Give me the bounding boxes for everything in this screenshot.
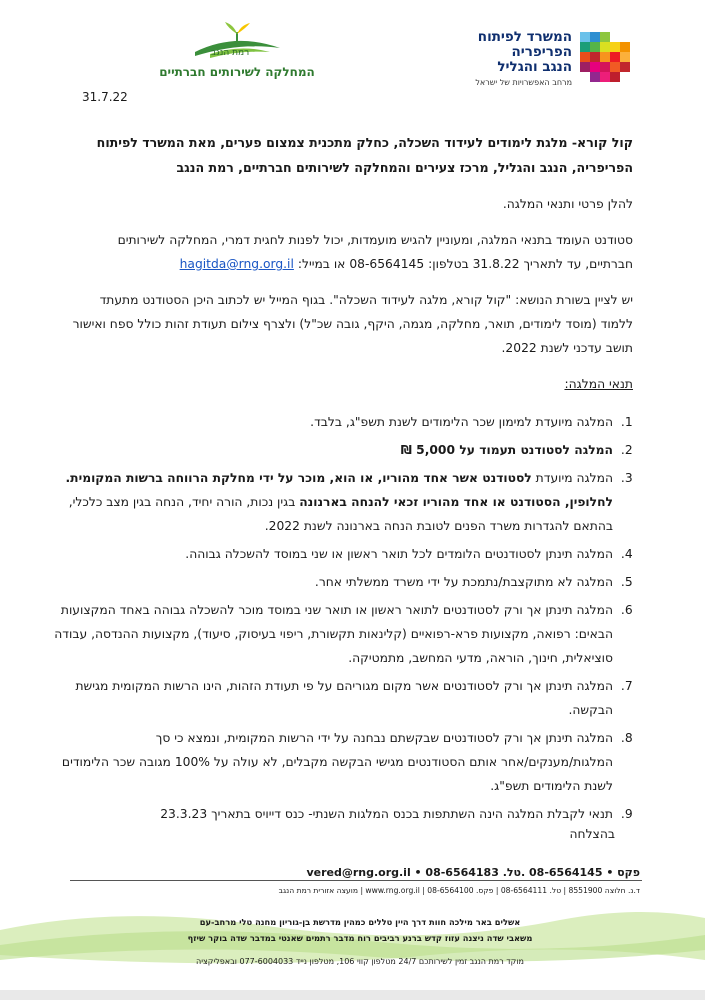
condition-item — [52, 598, 617, 670]
contact-email-link[interactable]: hagitda@rng.org.il — [179, 257, 294, 271]
application-text: סטודנט העומד בתנאי המלגה, ומעוניין להגיש מועמדות, יכול לפנות לחגית דמרי, המחלקה לשירותים חברתיים, עד לתאריך 31.8.22 בטלפון: 08-6564145 או במייל: — [117, 233, 633, 271]
subject-line-paragraph: יש לציין בשורת הנושא: "קול קורא, מלגה לעידוד השכלה". בגוף המייל יש לכתוב היכן הסטודנט מתעתד ללמוד (מוסד לימודים, תואר, מחלקה, מגמה, היקף, גובה שכ"ל) ולצרף צילום תעודת זהות כולל ספח ואישור תושב עדכני לשנת 2022. — [72, 293, 633, 355]
condition-text-bold: המלגה לסטודנט תעמוד על 5,000 ₪ — [400, 443, 613, 457]
ministry-logo — [450, 29, 630, 87]
condition-item — [52, 410, 617, 434]
intro-text: להלן פרטי ותנאי המלגה. — [502, 197, 633, 211]
condition-text: המלגה לא מתוקצבת/נתמכת על ידי משרד ממשלתי אחר. — [314, 575, 613, 589]
footer-bar — [0, 990, 705, 1000]
document-date: 31.7.22 — [82, 90, 128, 104]
application-paragraph — [68, 228, 633, 276]
document-title: קול קורא- מלגת לימודים לעידוד השכלה, כחלק מתכנית צמצום פערים, מאת המשרד לפיתוח הפריפריה, הנגב והגליל, מרכז צעירים והמחלקה לשירותים חברתיים, רמת הנגב — [96, 135, 633, 175]
ministry-tagline: מרחב האפשרויות של ישראל — [475, 78, 572, 87]
condition-text: המלגה מיועדת — [531, 471, 613, 485]
condition-item — [52, 466, 617, 538]
ministry-name-line2: הפריפריה — [511, 44, 572, 60]
condition-text: תנאי לקבלת המלגה הינה השתתפות בכנס המלגות השנתי- כנס דייויס בתאריך 23.3.23 — [160, 807, 613, 821]
conditions-list — [52, 410, 633, 830]
footer-address: ד.נ. חלוצה 8551900 | טל. 08-6564111 | פקס. 08-6564100 | www.rng.org.il | מועצה אזורית רמת הנגב — [278, 886, 640, 895]
condition-item — [52, 438, 617, 462]
ministry-name-line1: המשרד לפיתוח — [477, 29, 572, 45]
condition-text: המלגה תינתן לסטודנטים הלומדים לכל תואר ראשון או שני במוסד להשכלה גבוהה. — [185, 547, 613, 561]
footer-settlements-line2: משאבי שדה ניצנה עזוז קדש ברנע רביבים רוח מדבר רתמים שאנטי במדבר שדה בוקר שיזף — [187, 933, 533, 943]
condition-item — [52, 802, 617, 826]
condition-item — [52, 570, 617, 594]
condition-text: המלגה מיועדת למימון שכר הלימודים לשנת תשפ"ג, בלבד. — [310, 415, 613, 429]
conditions-heading: תנאי המלגה: — [564, 377, 633, 391]
ministry-logo-grid-icon — [580, 32, 630, 82]
footer-hotline: מוקד רמת הנגב זמין לשירותכם 24/7 מטלפון קווי 106, מטלפון נייד 077-6004033 ובאפליקציה — [196, 957, 524, 966]
condition-item — [52, 726, 617, 798]
condition-text: המלגה תינתן אך ורק לסטודנטים אשר מקום מגוריהם על פי תעודת הזהות, הינו הרשות המקומית מגישת הבקשה. — [75, 679, 613, 717]
closing-text: בהצלחה — [569, 827, 615, 841]
condition-text: המלגה תינתן אך ורק לסטודנטים לתואר ראשון או תואר שני במוסד מוכר להשכלה גבוהה באחד המקצועות הבאים: רפואה, מקצועות פרא-רפואיים (קלינאות תקשורת, ריפוי בעיסוק, סיעוד), מקצועות ההנדסה, עבודה סוציאלית, חינוך, הוראה, מדעי המחשב, מתמטיקה. — [54, 603, 613, 665]
council-name: רמת הנגב — [210, 48, 250, 58]
ministry-name-line3: הנגב והגליל — [497, 59, 572, 75]
department-title: המחלקה לשירותים חברתיים — [159, 65, 315, 79]
condition-text: בגין נכות, הורה יחיד, הנחה בגין מצב כלכלי, בהתאם להגדרות משרד הפנים לטובת הנחה בארנונה לשנת 2022. — [68, 495, 613, 533]
condition-text-bold: לסטודנט אשר אחד מהוריו, או הוא, מוכר על ידי מחלקת הרווחה ברשות המקומית. לחלופין, הסטודנט או אחד מהוריו זכאי להנחה בארנונה — [65, 471, 613, 509]
footer-contact: vered@rng.org.il • 08-6564183 .פקס • 08-6564145 .טל — [306, 866, 640, 879]
condition-text: המלגה תינתן אך ורק לסטודנטים שבקשתם נבחנה על ידי הרשות המקומית, ונמצא כי סך המלגות/מענקים/אחר אותם הסטודנטים מגישי הבקשה מקבלים, לא עולה על 100% מגובה שכר הלימודים לשנת הלימודים תשפ"ג. — [61, 731, 613, 793]
footer-settlements-line1: אשלים באר מילכה חוות דרך היין טללים כמהין מדרשת בן-גוריון מחנה טלי מרחב-עם — [199, 917, 521, 927]
condition-item — [52, 674, 617, 722]
footer-divider — [70, 880, 642, 881]
condition-item — [52, 542, 617, 566]
ministry-name — [442, 30, 572, 88]
